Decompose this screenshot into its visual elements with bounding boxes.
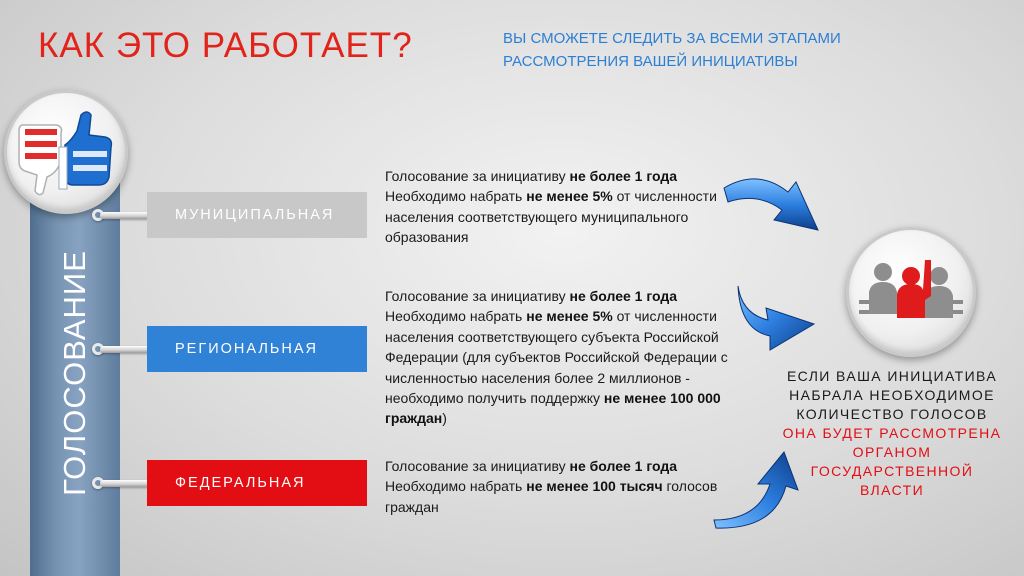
desc-text: Голосование за инициативу bbox=[385, 288, 570, 304]
desc-bold: не менее 5% bbox=[526, 308, 613, 325]
desc-bold: не более 1 года bbox=[569, 288, 678, 304]
page-title: КАК ЭТО РАБОТАЕТ? bbox=[38, 26, 413, 65]
caption-line-highlight: ОРГАНОМ bbox=[852, 444, 932, 460]
caption-line-highlight: ВЛАСТИ bbox=[859, 482, 925, 498]
level-regional-label: РЕГИОНАЛЬНАЯ bbox=[175, 341, 319, 357]
caption-line-highlight: ГОСУДАРСТВЕННОЙ bbox=[810, 463, 974, 479]
federal-description bbox=[385, 456, 765, 517]
level-federal bbox=[147, 460, 367, 506]
level-municipal-label: МУНИЦИПАЛЬНАЯ bbox=[175, 207, 335, 223]
page-subtitle bbox=[503, 27, 943, 73]
caption-line: ЕСЛИ ВАША ИНИЦИАТИВА bbox=[786, 368, 998, 384]
desc-bold: не менее 5% bbox=[526, 188, 613, 205]
curved-arrow-icon bbox=[718, 168, 828, 244]
subtitle-line-2: РАССМОТРЕНИЯ ВАШЕЙ ИНИЦИАТИВЫ bbox=[503, 53, 798, 70]
caption-line: КОЛИЧЕСТВО ГОЛОСОВ bbox=[796, 406, 988, 422]
desc-text: ) bbox=[442, 410, 447, 427]
desc-bold: не менее 100 000 граждан bbox=[385, 390, 721, 427]
desc-text: от численности населения соответствующего муниципального образования bbox=[385, 188, 717, 246]
desc-text: голосов граждан bbox=[385, 478, 718, 515]
regional-description bbox=[385, 286, 765, 429]
desc-text: Необходимо набрать bbox=[385, 188, 527, 205]
desc-text: Необходимо набрать bbox=[385, 308, 527, 325]
desc-text: Необходимо набрать bbox=[385, 478, 527, 495]
level-municipal bbox=[147, 192, 367, 238]
desc-bold: не менее 100 тысяч bbox=[526, 478, 663, 495]
desc-text: Голосование за инициативу bbox=[385, 168, 570, 184]
desc-bold: не более 1 года bbox=[569, 458, 678, 474]
caption-line: НАБРАЛА НЕОБХОДИМОЕ bbox=[789, 387, 995, 403]
desc-text: Голосование за инициативу bbox=[385, 458, 570, 474]
curved-arrow-icon bbox=[734, 284, 818, 354]
desc-text: от численности населения соответствующего субъекта Российской Федерации (для субъектов Российской Федерации с численностью населения более 2 миллионов - необходимо получить поддержку bbox=[385, 308, 728, 407]
result-caption bbox=[774, 367, 1010, 500]
desc-bold: не более 1 года bbox=[569, 168, 678, 184]
level-regional bbox=[147, 326, 367, 372]
caption-line-highlight: ОНА БУДЕТ РАССМОТРЕНА bbox=[782, 425, 1002, 441]
voting-sidebar-label bbox=[30, 250, 120, 496]
subtitle-line-1: ВЫ СМОЖЕТЕ СЛЕДИТЬ ЗА ВСЕМИ ЭТАПАМИ bbox=[503, 30, 841, 47]
municipal-description bbox=[385, 166, 765, 248]
voting-people-icon bbox=[846, 227, 976, 357]
thumbs-up-down-icon bbox=[4, 90, 128, 214]
level-federal-label: ФЕДЕРАЛЬНАЯ bbox=[175, 475, 306, 491]
voting-label-text: ГОЛОСОВАНИЕ bbox=[57, 250, 93, 496]
